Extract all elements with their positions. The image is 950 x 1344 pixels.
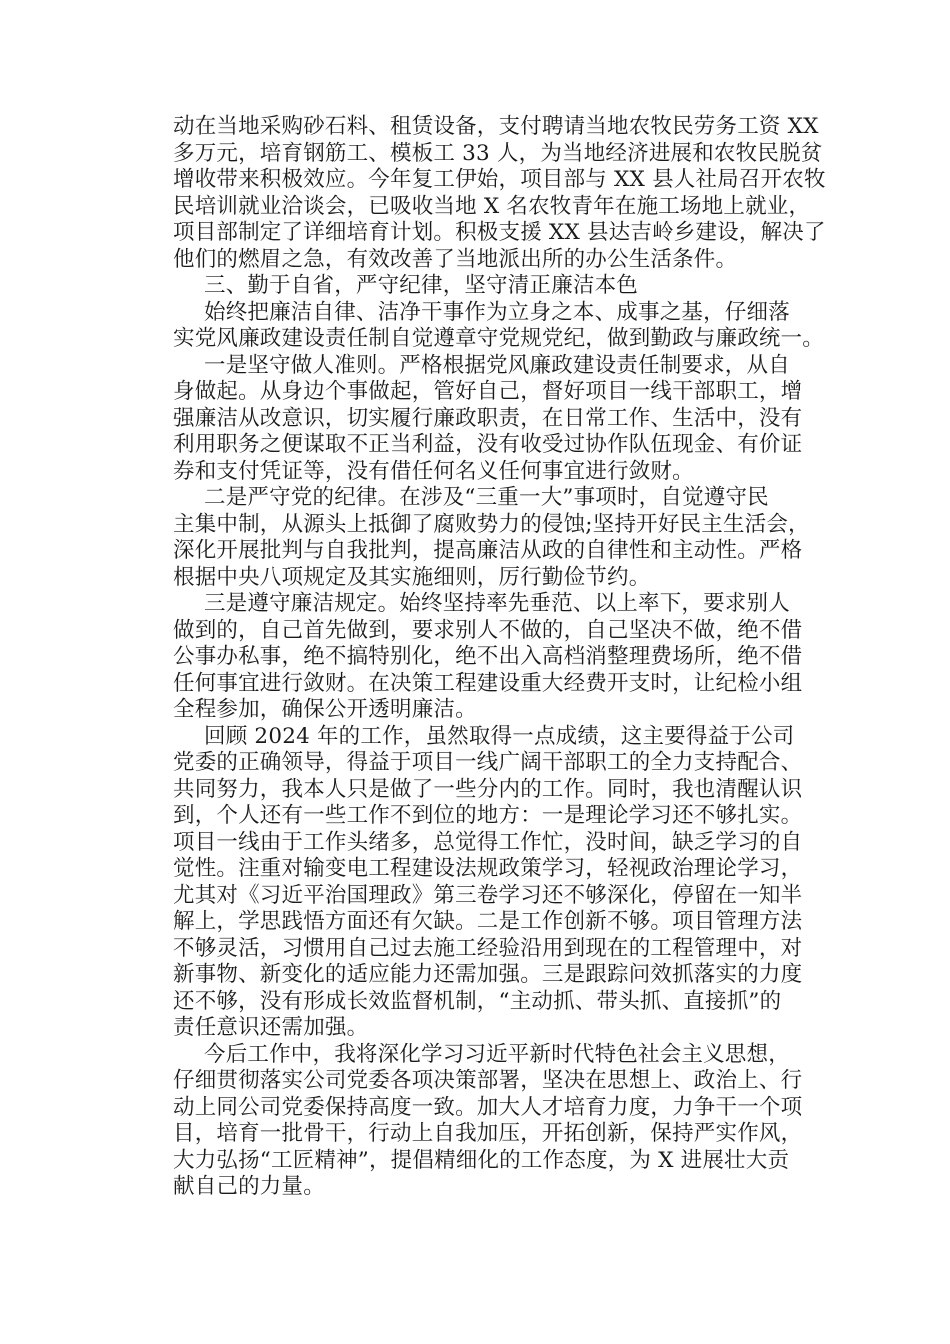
text-line: 项目部制定了详细培育计划。积极支援 XX 县达吉岭乡建设，解决了 <box>173 220 826 245</box>
text-line: 动在当地采购砂石料、租赁设备，支付聘请当地农牧民劳务工资 XX <box>173 114 819 139</box>
text-line: 实党风廉政建设责任制自觉遵章守党规党纪，做到勤政与廉政统一。 <box>173 326 825 351</box>
text-line: 到，个人还有一些工作不到位的地方：一是理论学习还不够扎实。 <box>173 803 803 828</box>
text-line: 项目一线由于工作头绪多，总觉得工作忙，没时间，缺乏学习的自 <box>173 829 803 855</box>
text-line: 根据中央八项规定及其实施细则，厉行勤俭节约。 <box>173 564 651 590</box>
text-line: 增收带来积极效应。今年复工伊始，项目部与 XX 县人社局召开农牧 <box>173 167 826 192</box>
text-line: 券和支付凭证等，没有借任何名义任何事宜进行敛财。 <box>173 458 694 484</box>
text-line: 党委的正确领导，得益于项目一线广阔干部职工的全力支持配合、 <box>173 750 803 775</box>
text-line: 不够灵活，习惯用自己过去施工经验沿用到现在的工程管理中，对 <box>173 935 803 961</box>
text-line: 利用职务之便谋取不正当利益，没有收受过协作队伍现金、有价证 <box>173 432 803 457</box>
text-line: 身做起。从身边个事做起，管好自己，督好项目一线干部职工，增 <box>173 379 803 404</box>
text-line: 动上同公司党委保持高度一致。加大人才培育力度，力争干一个项 <box>173 1094 803 1120</box>
text-line: 深化开展批判与自我批判，提高廉洁从政的自律性和主动性。严格 <box>173 538 803 563</box>
text-line: 共同努力，我本人只是做了一些分内的工作。同时，我也清醒认识 <box>173 776 803 802</box>
text-line: 做到的，自己首先做到，要求别人不做的，自己坚决不做，绝不借 <box>173 617 803 643</box>
text-line: 一是坚守做人准则。严格根据党风廉政建设责任制要求，从自 <box>204 352 790 378</box>
text-line: 全程参加，确保公开透明廉洁。 <box>173 697 477 722</box>
text-line: 主集中制，从源头上抵御了腐败势力的侵蚀;坚持开好民主生活会， <box>173 511 810 537</box>
text-line: 他们的燃眉之急，有效改善了当地派出所的办公生活条件。 <box>173 246 738 272</box>
text-line: 新事物、新变化的适应能力还需加强。三是跟踪问效抓落实的力度 <box>173 962 803 987</box>
text-line: 民培训就业洽谈会，已吸收当地 X 名农牧青年在施工场地上就业， <box>173 193 811 219</box>
text-line: 二是严守党的纪律。在涉及“三重一大”事项时，自觉遵守民 <box>204 485 769 510</box>
text-line: 尤其对《习近平治国理政》第三卷学习还不够深化，停留在一知半 <box>173 882 803 908</box>
text-line: 觉性。注重对输变电工程建设法规政策学习，轻视政治理论学习， <box>173 856 803 881</box>
text-line: 责任意识还需加强。 <box>173 1015 369 1040</box>
text-line: 大力弘扬“工匠精神”，提倡精细化的工作态度，为 X 进展壮大贡 <box>173 1147 790 1173</box>
text-line: 始终把廉洁自律、洁净干事作为立身之本、成事之基，仔细落 <box>204 299 790 325</box>
text-line: 任何事宜进行敛财。在决策工程建设重大经费开支时，让纪检小组 <box>173 670 803 696</box>
text-line: 仔细贯彻落实公司党委各项决策部署，坚决在思想上、政治上、行 <box>173 1068 803 1093</box>
text-line: 多万元，培育钢筋工、模板工 33 人，为当地经济进展和农牧民脱贫 <box>173 140 823 166</box>
text-line: 公事办私事，绝不搞特别化，绝不出入高档消整理费场所，绝不借 <box>173 644 803 669</box>
text-line: 还不够，没有形成长效监督机制，“主动抓、带头抓、直接抓”的 <box>173 988 782 1014</box>
text-line: 三是遵守廉洁规定。始终坚持率先垂范、以上率下，要求别人 <box>204 591 790 616</box>
text-line: 解上，学思践悟方面还有欠缺。二是工作创新不够。项目管理方法 <box>173 909 803 934</box>
text-line: 今后工作中，我将深化学习习近平新时代特色社会主义思想， <box>204 1041 790 1067</box>
text-line: 献自己的力量。 <box>173 1174 325 1199</box>
text-line: 三、勤于自省，严守纪律，坚守清正廉洁本色 <box>204 273 639 298</box>
text-line: 强廉洁从改意识，切实履行廉政职责，在日常工作、生活中，没有 <box>173 405 803 431</box>
document-body <box>173 114 826 1201</box>
text-line: 回顾 2024 年的工作，虽然取得一点成绩，这主要得益于公司 <box>204 723 795 749</box>
text-line: 目，培育一批骨干，行动上自我加压，开拓创新，保持严实作风， <box>173 1121 803 1146</box>
